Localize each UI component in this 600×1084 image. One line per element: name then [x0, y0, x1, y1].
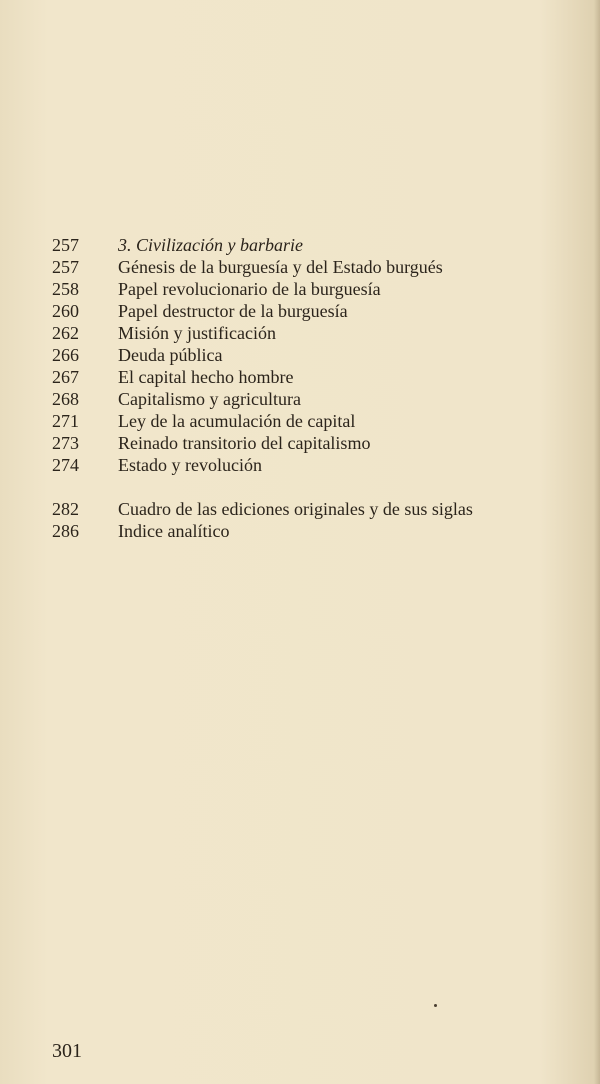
- toc-entry: [52, 300, 572, 322]
- table-of-contents: [52, 234, 572, 542]
- toc-page-number: 257: [52, 235, 79, 255]
- paper-speck: [434, 1004, 437, 1007]
- toc-entry-title: Papel destructor de la burguesía: [118, 301, 348, 321]
- toc-entry-title: Cuadro de las ediciones originales y de sus siglas: [118, 499, 473, 519]
- toc-page-number: 271: [52, 411, 79, 431]
- toc-page-number: 282: [52, 499, 79, 519]
- toc-entry: [52, 388, 572, 410]
- toc-page-number: 266: [52, 345, 79, 365]
- toc-entry: [52, 454, 572, 476]
- toc-page-number: 268: [52, 389, 79, 409]
- toc-section-title: 3. Civilización y barbarie: [118, 235, 303, 255]
- toc-entry: [52, 322, 572, 344]
- toc-entry: [52, 366, 572, 388]
- toc-entry-title: Indice analítico: [118, 521, 230, 541]
- toc-entry-title: El capital hecho hombre: [118, 367, 294, 387]
- toc-entry-title: Misión y justificación: [118, 323, 276, 343]
- toc-page-number: 258: [52, 279, 79, 299]
- toc-entry-section: [52, 234, 572, 256]
- toc-page-number: 257: [52, 257, 79, 277]
- toc-entry: [52, 344, 572, 366]
- toc-entry-title: Capitalismo y agricultura: [118, 389, 301, 409]
- toc-entry-title: Reinado transitorio del capitalismo: [118, 433, 371, 453]
- toc-entry-title: Estado y revolución: [118, 455, 262, 475]
- appendix-entry: [52, 520, 572, 542]
- toc-page-number: 267: [52, 367, 79, 387]
- toc-entry: [52, 256, 572, 278]
- page-edge-shadow: [594, 0, 600, 1084]
- appendix-entry: [52, 498, 572, 520]
- toc-entry-title: Papel revolucionario de la burguesía: [118, 279, 381, 299]
- toc-entry-title: Deuda pública: [118, 345, 223, 365]
- toc-page-number: 286: [52, 521, 79, 541]
- page-number: 301: [52, 1040, 82, 1062]
- toc-page-number: 273: [52, 433, 79, 453]
- toc-spacer: [52, 476, 572, 498]
- toc-page-number: 262: [52, 323, 79, 343]
- toc-page-number: 260: [52, 301, 79, 321]
- toc-entry-title: Ley de la acumulación de capital: [118, 411, 356, 431]
- toc-entry: [52, 278, 572, 300]
- toc-entry: [52, 410, 572, 432]
- toc-entry: [52, 432, 572, 454]
- toc-page-number: 274: [52, 455, 79, 475]
- toc-entry-title: Génesis de la burguesía y del Estado burgués: [118, 257, 443, 277]
